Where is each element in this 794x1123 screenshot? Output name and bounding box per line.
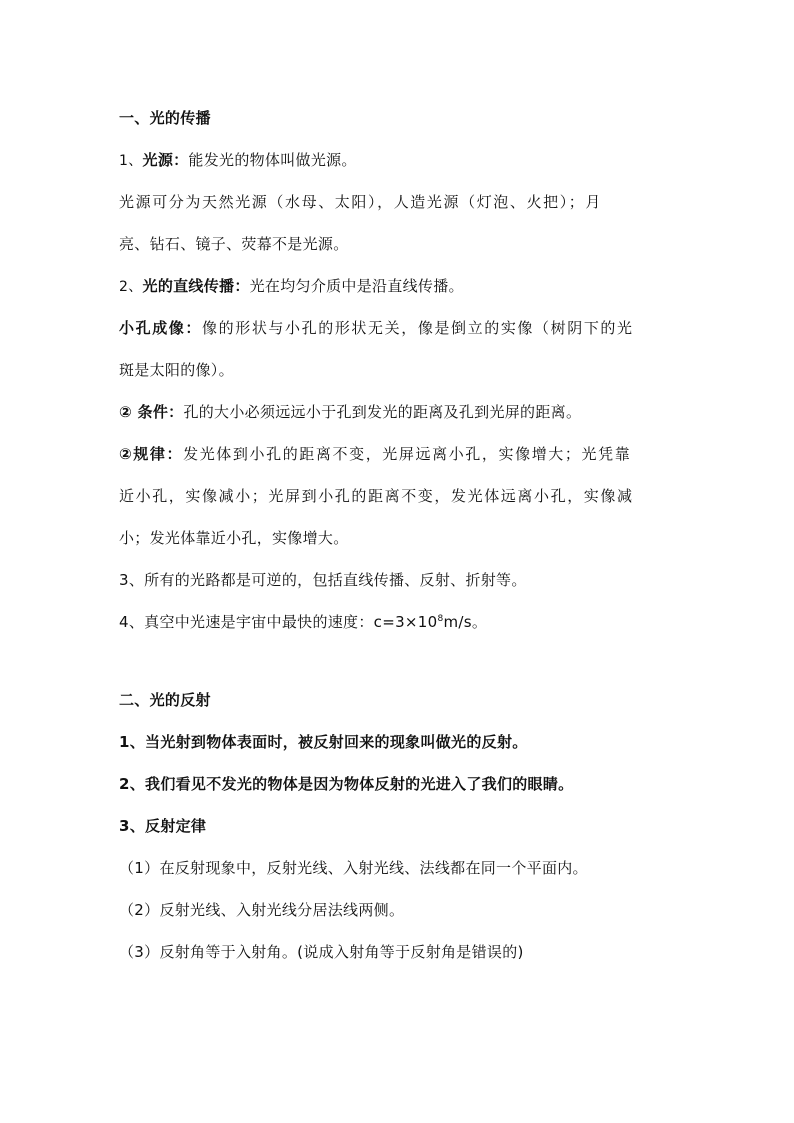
section-title-light-propagation: 一、光的传播 [119, 109, 211, 127]
speed-text: 4、真空中光速是宇宙中最快的速度： [119, 613, 374, 631]
paragraph-seeing-objects: 2、我们看见不发光的物体是因为物体反射的光进入了我们的眼睛。 [119, 775, 574, 793]
term-label: 小孔成像： [119, 319, 203, 337]
paragraph-source-types-line2: 亮、钻石、镜子、荧幕不是光源。 [119, 235, 349, 253]
speed-formula-base: c=3×10 [373, 613, 438, 631]
paragraph-condition [119, 402, 581, 422]
paragraph-rule-line2: 近小孔，实像减小；光屏到小孔的距离不变，发光体远离小孔，实像减 [119, 487, 634, 505]
item-number: 2、 [119, 279, 143, 295]
paragraph-light-source [119, 150, 357, 171]
speed-formula-exponent: 8 [437, 614, 444, 624]
term-label: 光的直线传播： [142, 277, 250, 295]
term-definition: 发光体到小孔的距离不变，光屏远离小孔，实像增大；光凭靠 [183, 445, 632, 463]
speed-formula-unit: m/s [443, 613, 472, 631]
paragraph-rule-line3: 小；发光体靠近小孔，实像增大。 [119, 529, 349, 547]
law-item-2: （2）反射光线、入射光线分居法线两侧。 [119, 901, 405, 919]
term-label: 光源： [142, 151, 189, 169]
term-label: ②规律： [119, 445, 184, 463]
paragraph-light-speed [119, 612, 487, 632]
term-definition: 光在均匀介质中是沿直线传播。 [249, 277, 464, 295]
paragraph-source-types-line1: 光源可分为天然光源（水母、太阳），人造光源（灯泡、火把）；月 [119, 193, 603, 211]
item-number: 1、 [119, 153, 143, 169]
law-item-3: （3）反射角等于入射角。(说成入射角等于反射角是错误的) [119, 943, 524, 961]
paragraph-straight-line [119, 276, 464, 297]
term-label: ② 条件： [119, 403, 184, 421]
term-definition: 像的形状与小孔的形状无关，像是倒立的实像（树阴下的光 [202, 319, 634, 337]
law-item-1: （1）在反射现象中，反射光线、入射光线、法线都在同一个平面内。 [119, 859, 588, 877]
speed-end-punct: 。 [471, 613, 488, 631]
paragraph-pinhole-line1 [119, 318, 634, 338]
paragraph-reflection-definition: 1、当光射到物体表面时，被反射回来的现象叫做光的反射。 [119, 733, 528, 751]
paragraph-reversible-path: 3、所有的光路都是可逆的，包括直线传播、反射、折射等。 [119, 571, 527, 589]
section-title-reflection: 二、光的反射 [119, 691, 211, 709]
term-definition: 孔的大小必须远远小于孔到发光的距离及孔到光屏的距离。 [183, 403, 582, 421]
paragraph-pinhole-line2: 斑是太阳的像）。 [119, 361, 234, 379]
paragraph-reflection-law-heading: 3、反射定律 [119, 817, 207, 835]
term-definition: 能发光的物体叫做光源。 [188, 151, 357, 169]
paragraph-rule-line1 [119, 444, 631, 464]
